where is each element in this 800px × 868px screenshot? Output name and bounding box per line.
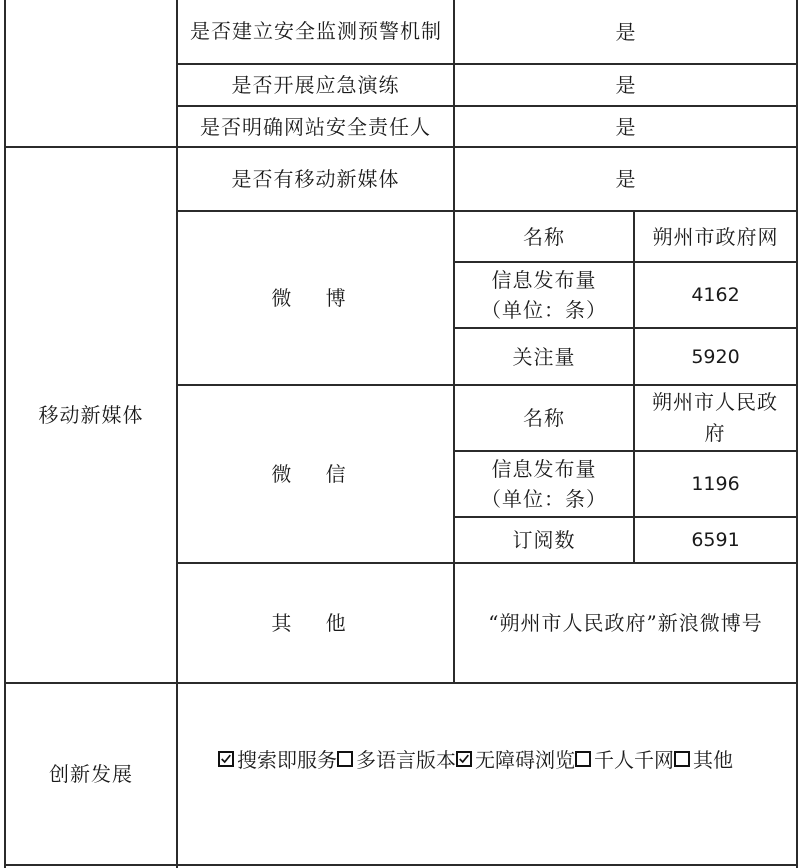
checkbox-checked-icon[interactable] [456,751,472,767]
responsible-label: 是否明确网站安全责任人 [200,114,431,139]
option-multilingual[interactable] [337,744,456,773]
other-label: 其 他 [271,611,360,635]
option-label: 其他 [693,748,733,772]
monitoring-value: 是 [615,19,636,44]
responsible-value: 是 [615,114,636,139]
innovation-options [218,744,733,773]
has-new-media-label: 是否有移动新媒体 [231,167,400,191]
option-accessible-browsing[interactable] [456,744,575,773]
wechat-sub-value: 6591 [691,529,740,551]
option-personalized-web[interactable] [575,744,674,773]
drill-value: 是 [615,73,636,97]
other-value: “朔州市人民政府”新浪微博号 [488,611,763,635]
option-label: 千人千网 [594,748,674,772]
weibo-name-label: 名称 [523,224,565,249]
wechat-name-value: 朔州市人民政府 [652,390,778,445]
weibo-follow-label: 关注量 [512,344,576,369]
checkbox-empty-icon[interactable] [575,751,591,767]
option-other[interactable] [674,744,733,773]
wechat-sub-label: 订阅数 [512,528,576,552]
wechat-label: 微 信 [271,462,360,486]
option-label: 多语言版本 [356,748,456,772]
weibo-name-value: 朔州市政府网 [652,224,779,249]
grid-line [796,0,798,868]
option-label: 搜索即服务 [237,748,337,772]
weibo-label: 微 博 [271,286,360,310]
weibo-follow-value: 5920 [691,345,740,368]
option-label: 无障碍浏览 [475,748,575,772]
checkbox-empty-icon[interactable] [674,751,690,767]
checkbox-empty-icon[interactable] [337,751,353,767]
grid-line [4,864,798,866]
has-new-media-value: 是 [615,167,636,191]
wechat-count-value: 1196 [691,473,740,495]
drill-label: 是否开展应急演练 [231,73,400,97]
innovation-label: 创新发展 [49,762,133,786]
new-media-section-label: 移动新媒体 [38,403,144,427]
option-search-service[interactable] [218,744,337,773]
wechat-name-label: 名称 [523,406,565,430]
checkbox-checked-icon[interactable] [218,751,234,767]
weibo-count-value: 4162 [691,284,740,306]
wechat-count-label: 信息发布量（单位：条） [481,457,607,511]
monitoring-label: 是否建立安全监测预警机制 [190,19,442,43]
weibo-count-label: 信息发布量（单位：条） [481,268,607,322]
